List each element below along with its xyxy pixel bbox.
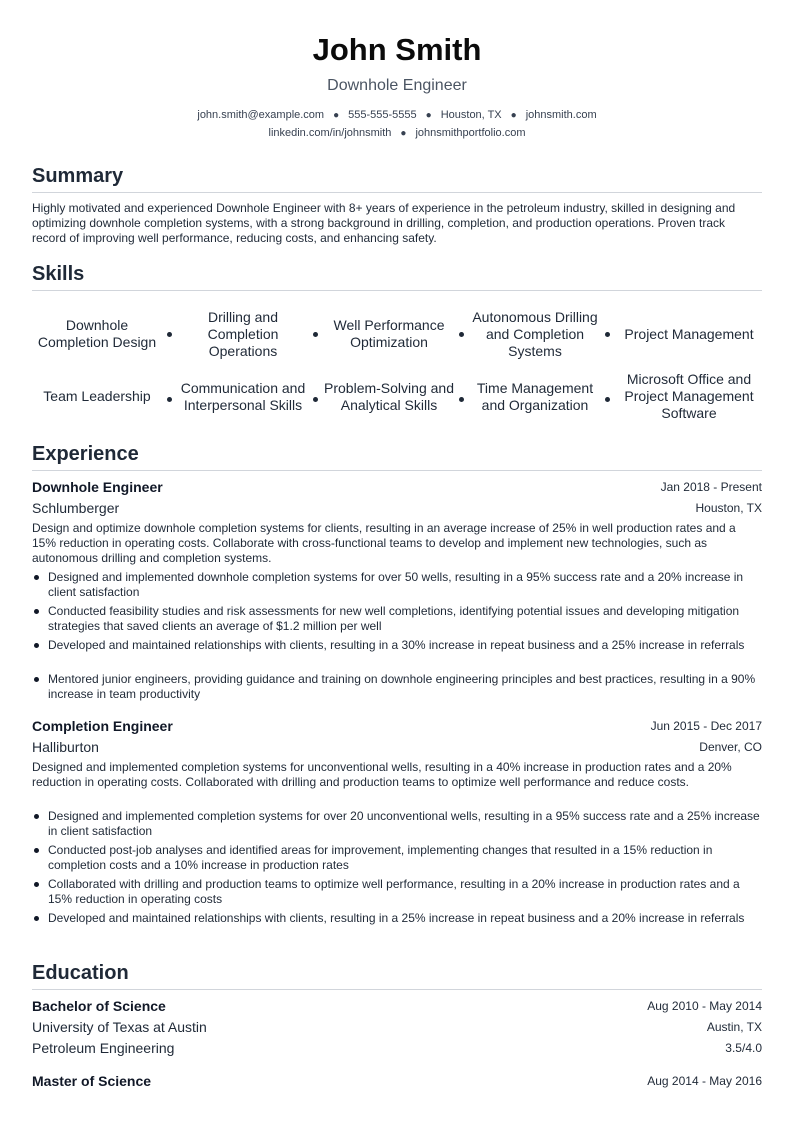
separator-dot: [459, 332, 464, 337]
company-name: Schlumberger: [32, 500, 120, 516]
bullet-dot: [34, 643, 39, 648]
school-location: Austin, TX: [706, 1020, 762, 1034]
separator-dot: [313, 332, 318, 337]
candidate-name: John Smith: [312, 32, 482, 67]
field-of-study: Petroleum Engineering: [32, 1040, 175, 1056]
education-dates: Aug 2014 - May 2016: [647, 1074, 762, 1088]
education-dates: Aug 2010 - May 2014: [647, 999, 762, 1013]
job-description: Design and optimize downhole completion systems for clients, resulting in an average increase of 25% in well production rates and a 15% reduction in operating costs. Collaborate with cross-functional teams to develop and implement new technologies, such as autonomous drilling and completion systems.: [32, 521, 736, 565]
degree-title: Master of Science: [32, 1073, 152, 1089]
skill-item: Downhole Completion Design: [37, 317, 157, 350]
bullet-text: Designed and implemented downhole completion systems for over 50 wells, resulting in a 95% success rate and a 20% increase in client satisfaction: [48, 570, 744, 599]
skill-item: Project Management: [624, 325, 754, 342]
contact-row-secondary: [32, 126, 762, 141]
job-location: Denver, CO: [699, 740, 762, 754]
contact-row-primary: [32, 108, 762, 123]
bullet-dot: [34, 609, 39, 614]
separator-dot: ●: [333, 110, 340, 121]
email-link[interactable]: john.smith@example.com: [197, 109, 325, 121]
experience-heading: Experience: [32, 443, 139, 465]
bullet-dot: [34, 814, 39, 819]
skill-item: Autonomous Drilling and Completion Systems: [472, 308, 598, 359]
summary-text: Highly motivated and experienced Downhole Engineer with 8+ years of experience in the petroleum industry, skilled in designing and optimizing downhole completion systems, with a strong background in drilling, completion, and production operations. Proven track record of improving well performance, reducing costs, and enhancing safety.: [32, 201, 736, 245]
linkedin-link[interactable]: linkedin.com/in/johnsmith: [268, 127, 392, 139]
skills-heading: Skills: [32, 263, 85, 285]
skill-item: Problem-Solving and Analytical Skills: [324, 379, 454, 413]
portfolio-link[interactable]: johnsmithportfolio.com: [415, 127, 526, 139]
bullet-dot: [34, 848, 39, 853]
bullet-dot: [34, 677, 39, 682]
job-location: Houston, TX: [695, 501, 762, 515]
skill-item: Time Management and Organization: [476, 379, 594, 413]
job-dates: Jan 2018 - Present: [660, 480, 762, 494]
skill-item: Well Performance Optimization: [333, 317, 445, 350]
gpa-text: 3.5/4.0: [725, 1041, 762, 1055]
phone-text: 555-555-5555: [348, 109, 417, 121]
bullet-text: Collaborated with drilling and production teams to optimize well performance, resulting in a 20% increase in production rates and a 15% reduction in operating costs: [48, 877, 740, 906]
skill-item: Drilling and Completion Operations: [207, 308, 279, 359]
job-title: Downhole Engineer: [32, 479, 163, 495]
bullet-text: Conducted feasibility studies and risk assessments for new well completions, identifying potential issues and developing mitigation strategies that saved clients an average of $1.2 million per well: [48, 604, 740, 633]
bullet-dot: [34, 916, 39, 921]
section-divider: [32, 290, 762, 291]
candidate-title: Downhole Engineer: [327, 77, 467, 94]
separator-dot: [605, 397, 610, 402]
job-title: Completion Engineer: [32, 718, 173, 734]
separator-dot: [605, 332, 610, 337]
separator-dot: [167, 332, 172, 337]
section-divider: [32, 192, 762, 193]
skill-item: Team Leadership: [43, 388, 151, 404]
bullet-text: Developed and maintained relationships with clients, resulting in a 30% increase in repeat business and a 25% increase in referrals: [48, 638, 745, 652]
separator-dot: [167, 397, 172, 402]
section-divider: [32, 989, 762, 990]
separator-dot: [313, 397, 318, 402]
location-text: Houston, TX: [440, 109, 502, 121]
separator-dot: ●: [400, 128, 407, 139]
school-name: University of Texas at Austin: [32, 1019, 207, 1035]
section-divider: [32, 470, 762, 471]
bullet-text: Conducted post-job analyses and identified areas for improvement, implementing changes that resulted in a 15% reduction in completion costs and a 10% increase in production rates: [48, 843, 713, 872]
separator-dot: [459, 397, 464, 402]
bullet-text: Mentored junior engineers, providing guidance and training on downhole engineering principles and best practices, resulting in a 90% increase in team productivity: [48, 672, 756, 701]
education-heading: Education: [32, 962, 129, 984]
separator-dot: ●: [510, 110, 517, 121]
bullet-text: Designed and implemented completion systems for over 20 unconventional wells, resulting in a 95% success rate and a 25% increase in client satisfaction: [48, 809, 760, 838]
company-name: Halliburton: [32, 739, 99, 755]
job-description: Designed and implemented completion systems for unconventional wells, resulting in a 40% increase in production rates and a 20% reduction in operating costs. Collaborated with drilling and production teams to optimize well performance and reduce costs.: [32, 760, 732, 789]
bullet-dot: [34, 882, 39, 887]
degree-title: Bachelor of Science: [32, 998, 166, 1014]
website-link[interactable]: johnsmith.com: [525, 109, 597, 121]
skill-item: Microsoft Office and Project Management Software: [624, 371, 754, 421]
bullet-text: Developed and maintained relationships with clients, resulting in a 25% increase in repeat business and a 20% increase in referrals: [48, 911, 745, 925]
job-dates: Jun 2015 - Dec 2017: [650, 719, 762, 733]
summary-heading: Summary: [32, 165, 124, 187]
skill-item: Communication and Interpersonal Skills: [180, 379, 306, 413]
separator-dot: ●: [425, 110, 432, 121]
bullet-dot: [34, 575, 39, 580]
